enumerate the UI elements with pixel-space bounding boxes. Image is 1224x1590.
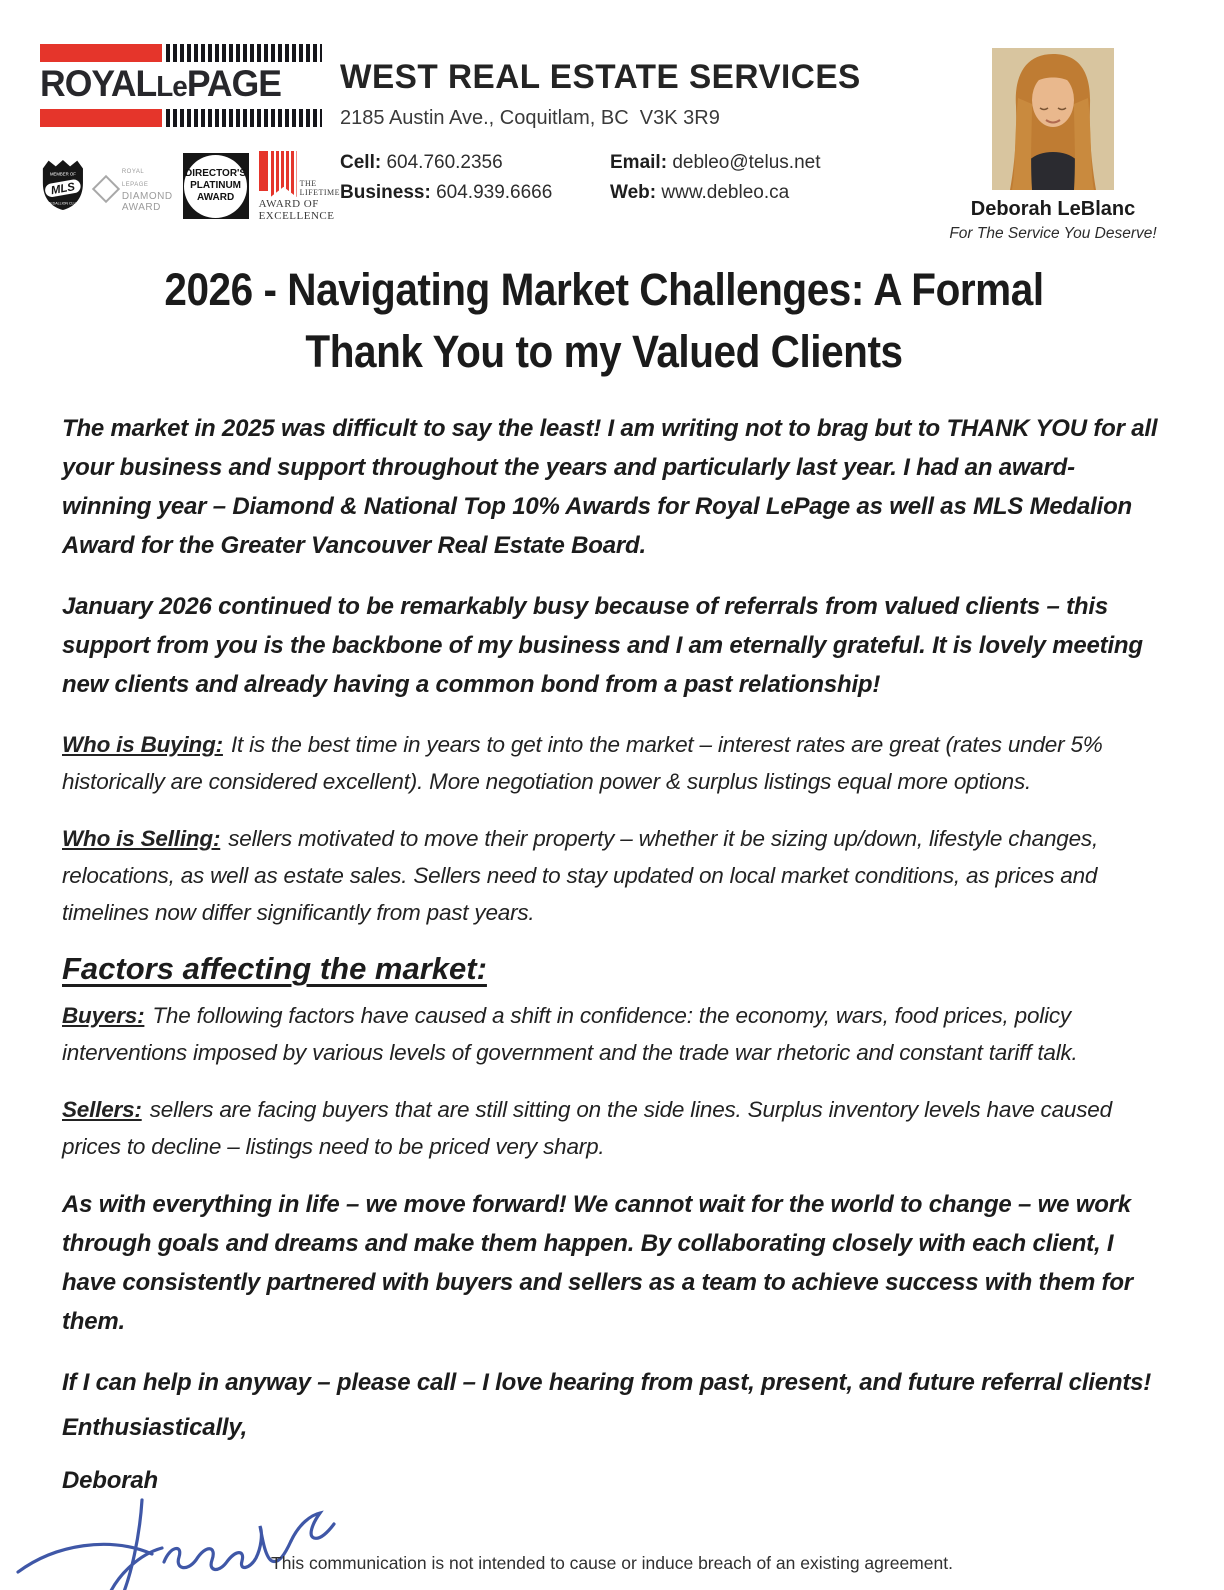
paragraph-who-is-buying [62, 726, 1164, 800]
paragraph-move-forward: As with everything in life – we move forward! We cannot wait for the world to change – we work through goals and dreams and make them happen. By collaborating closely with each client, I have consistently partnered with buyers and sellers as a team to achieve success with them for them. [62, 1191, 1133, 1335]
logo-column [40, 42, 340, 223]
paragraph-buyers [62, 997, 1164, 1071]
contact-block [340, 152, 938, 220]
handwritten-signature [14, 1486, 414, 1590]
ribbon-stripes-icon [271, 151, 297, 197]
sellers-label: Sellers: [62, 1097, 142, 1122]
office-info [340, 42, 938, 220]
agent-tagline: For The Service You Deserve! [949, 225, 1157, 242]
letter-body [40, 409, 1168, 1500]
lifetime-top [259, 151, 340, 197]
wordmark-page: PAGE [186, 63, 282, 104]
business-phone [340, 182, 610, 204]
lifetime-award-of-excellence-badge [259, 151, 340, 222]
logo-bottom-band [40, 109, 322, 127]
cell-label: Cell: [340, 152, 382, 173]
closing-line: Enthusiastically, [62, 1414, 248, 1441]
printed-signer-name: Deborah [62, 1467, 158, 1494]
red-bar [40, 109, 162, 127]
email-row [610, 152, 820, 174]
diamond-line1-text: DIAMOND [121, 191, 173, 202]
diamond-icon [92, 175, 120, 203]
platinum-line2-text: PLATINUM [190, 180, 242, 191]
agent-block [938, 42, 1168, 243]
paragraph-market-2025: The market in 2025 was difficult to say the least! I am writing not to brag but to THANK YOU for all your business and support throughout the years and particularly last year. I had an award-winning year – Diamond & National Top 10% Awards for Royal LePage as well as MLS Medalion Award for the Greater Vancouver Real Estate Board. [62, 415, 1158, 559]
web-value: www.debleo.ca [661, 182, 790, 203]
buyers-text: The following factors have caused a shift in confidence: the economy, wars, food prices, policy interventions imposed by various levels of government and the trade war rhetoric and constant tariff talk. [62, 1003, 1078, 1065]
mls-arc-bottom-text: MEDALLION CLUB [47, 201, 79, 206]
email-value: debleo@telus.net [672, 152, 821, 173]
award-badges [40, 147, 340, 223]
web-column [610, 152, 820, 212]
business-value: 604.939.6666 [436, 182, 553, 203]
diamond-brand-text: ROYAL LEPAGE [121, 169, 149, 188]
paragraph-sellers [62, 1091, 1164, 1165]
who-is-buying-label: Who is Buying: [62, 732, 223, 757]
cell-phone [340, 152, 610, 174]
royal-lepage-wordmark [40, 64, 311, 107]
diamond-award-text [122, 165, 173, 213]
office-address: 2185 Austin Ave., Coquitlam, BC V3K 3R9 [340, 107, 720, 129]
who-is-selling-text: sellers motivated to move their property – whether it be sizing up/down, lifestyle changes, relocations, as well as estate sales. Sellers need to stay updated on local market conditions, as prices and timelines now differ significantly from past years. [62, 826, 1098, 925]
who-is-selling-label: Who is Selling: [62, 826, 221, 851]
business-label: Business: [340, 182, 431, 203]
who-is-buying-text: It is the best time in years to get into the market – interest rates are great (rates under 5% historically are considered excellent). More negotiation power & surplus listings equal more options. [62, 732, 1103, 794]
cell-value: 604.760.2356 [386, 152, 503, 173]
diamond-award-badge [96, 165, 173, 213]
logo-top-band [40, 44, 322, 62]
platinum-circle [184, 155, 247, 218]
sellers-text: sellers are facing buyers that are still sitting on the side lines. Surplus inventory levels have caused prices to decline – listings need to be priced very sharp. [62, 1097, 1112, 1159]
disclaimer-text: This communication is not intended to cause or induce breach of an existing agreement. [271, 1553, 953, 1573]
paragraph-january-2026: January 2026 continued to be remarkably busy because of referrals from valued clients – this support from you is the backbone of my business and I am eternally grateful. It is lovely meeting new clients and already having a common bond from a past relationship! [62, 593, 1143, 698]
diamond-line2-text: AWARD [121, 202, 161, 213]
paragraph-please-call: If I can help in anyway – please call – I love hearing from past, present, and future referral clients! [62, 1369, 1152, 1396]
wordmark-royal: ROYAL [40, 63, 157, 104]
factors-heading: Factors affecting the market: [62, 951, 487, 986]
paragraph-who-is-selling [62, 820, 1164, 931]
red-bar [40, 44, 162, 62]
agent-photo [992, 48, 1114, 190]
buyers-label: Buyers: [62, 1003, 145, 1028]
lifetime-line2-text: LIFETIME [299, 188, 340, 197]
platinum-line3-text: AWARD [196, 192, 235, 203]
office-name: WEST REAL ESTATE SERVICES [340, 58, 861, 96]
agent-name: Deborah LeBlanc [970, 198, 1136, 220]
barcode-stripes-icon [166, 44, 322, 62]
phone-column [340, 152, 610, 212]
web-label: Web: [610, 182, 657, 203]
lifetime-line1-text: THE [299, 179, 317, 188]
lifetime-bottom-text [259, 198, 340, 222]
title-line1: 2026 - Navigating Market Challenges: A Formal [164, 264, 1044, 315]
mls-main-text: MLS [50, 181, 76, 198]
directors-platinum-award-badge [183, 153, 249, 219]
mls-medallion-club-badge-icon [40, 147, 86, 223]
royal-lepage-logo [40, 44, 322, 127]
mls-arc-top-text: MEMBER OF [49, 171, 76, 177]
letterhead [40, 42, 1168, 243]
lifetime-line4-text: EXCELLENCE [258, 210, 335, 222]
wordmark-le: Le [156, 71, 187, 103]
barcode-stripes-icon [166, 109, 322, 127]
platinum-line1-text: DIRECTOR'S [185, 168, 247, 179]
title-line2: Thank You to my Valued Clients [305, 326, 903, 377]
ribbon-icon [259, 151, 268, 191]
web-row [610, 182, 820, 204]
email-label: Email: [610, 152, 668, 173]
letter-title [96, 259, 1111, 383]
lifetime-side-text [300, 179, 340, 197]
lifetime-line3-text: AWARD OF [258, 198, 319, 210]
